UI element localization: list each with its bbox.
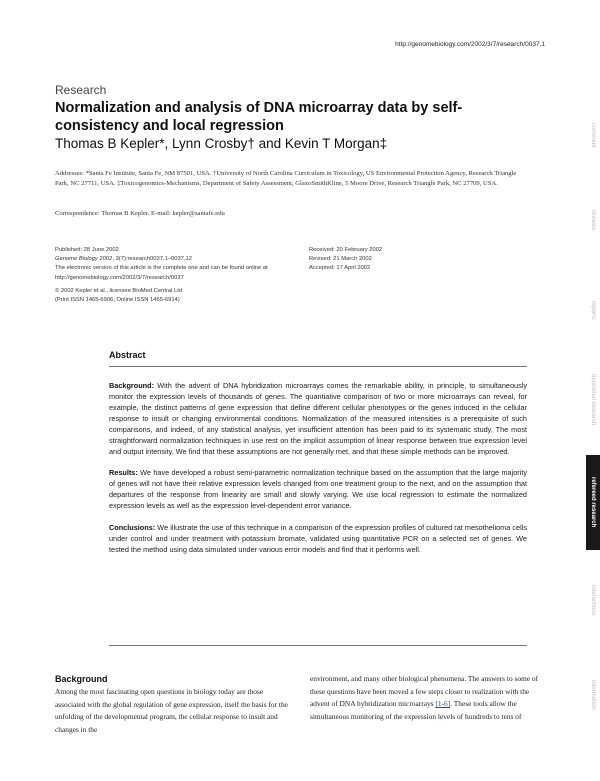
tab-reviews[interactable] bbox=[586, 190, 600, 250]
right-column-text-end: . These tools allow the simultaneous monitoring of the expression levels of hundreds to tens of bbox=[310, 699, 522, 721]
right-column-text-start: environment, and many other biological phenomena. The answers to some of these questions have been moved a few steps closer to realization with the advent of DNA hybridization microarrays bbox=[310, 674, 539, 709]
tab-interactions[interactable] bbox=[586, 565, 600, 635]
article-url[interactable]: http://genomebiology.com/2002/3/7/research/0037.1 bbox=[395, 41, 545, 48]
history-info bbox=[309, 246, 509, 274]
citation bbox=[55, 255, 295, 264]
tab-reports[interactable] bbox=[586, 280, 600, 340]
background-label: Background: bbox=[109, 381, 154, 390]
citation-journal: Genome Biology bbox=[55, 256, 98, 263]
background-heading: Background bbox=[55, 674, 108, 684]
conclusions-text: We illustrate the use of this technique in a comparison of the expression profiles of cultured rat mesothelioma cells under control and under treatment with potassium bromate, validated using quantitative PCR on a selected set of genes. We tested the method using data simulated under various error models and find that it performs well. bbox=[109, 522, 527, 554]
tab-comment[interactable] bbox=[586, 95, 600, 175]
abstract-background bbox=[109, 380, 527, 457]
abstract-results bbox=[109, 467, 527, 511]
citation-link[interactable]: [1-6] bbox=[435, 699, 451, 709]
results-text: We have developed a robust semi-parametric normalization technique based on the assumption that the large majority of genes will not have their relative expression levels changed from one treatment group to the next, and on the assumption that departures of the response from linearity are small and slowly varying. We use local regression to estimate the normalized expression levels as well as the expression level-dependent error variance. bbox=[109, 468, 527, 511]
tab-interactions-label: interactions bbox=[590, 584, 596, 616]
conclusions-label: Conclusions: bbox=[109, 522, 156, 532]
section-label: Research bbox=[55, 83, 107, 97]
article-title: Normalization and analysis of DNA microarray data by self-consistency and local regression bbox=[55, 100, 463, 134]
revised-date: Revised: 21 March 2002 bbox=[309, 256, 372, 263]
received-date: Received: 20 February 2002 bbox=[309, 247, 383, 253]
tab-deposited-research[interactable] bbox=[586, 350, 600, 450]
tab-refereed-research-label: refereed research bbox=[590, 477, 596, 528]
tab-information-label: information bbox=[590, 680, 596, 710]
background-text: With the advent of DNA hybridization microarrays comes the remarkable ability, in principle, to simultaneously monitor the expression levels of thousands of genes. The quantiative comparison of two or more microarrays can reveal, for example, the distinct patterns of gene expression that define different cellular phenotypes or the genes induced in the cellular response to insult or changing environmental conditions. Normalization of the measured intensities is a prerequisite of such comparisons, and indeed, of any statistical analysis, yet insufficient attention has been paid to its systematic study. The most straightforward normalization techniques in use rest on the implicit assumption of linear response between true expression level and output intensity. We find that these assumptions are not generally met, and that these simple methods can be improved. bbox=[109, 381, 527, 457]
abstract-conclusions bbox=[109, 522, 527, 555]
tab-deposited-research-label: deposited research bbox=[590, 374, 596, 426]
copyright: © 2002 Kepler et al., licensee BioMed Central Ltd bbox=[55, 287, 183, 294]
right-column-text bbox=[310, 673, 546, 723]
addresses: Addresses: *Santa Fe Institute, Santa Fe, NM 87501, USA. †University of North Carolina Curriculum in Toxicology, US Environmental Protection Agency, Research Triangle Park, NC 27711, USA. ‡Toxicogenomics-Mechanisms, Department of Safety Assessment, GlaxoSmithKline, 5 Moore Drive, Research Triangle Park, NC 27709, USA. bbox=[55, 170, 517, 187]
accepted-date: Accepted: 17 April 2002 bbox=[309, 265, 371, 272]
issn: (Print ISSN 1465-6906; Online ISSN 1465-6914) bbox=[55, 297, 180, 304]
abstract-divider bbox=[109, 645, 527, 646]
citation-details: 2002, 3(7):research0037.1–0037.12 bbox=[97, 256, 192, 263]
body-left-column bbox=[55, 686, 295, 736]
abstract bbox=[109, 350, 527, 565]
published-date: Published: 28 June 2002 bbox=[55, 247, 119, 253]
authors: Thomas B Kepler*, Lynn Crosby† and Kevin T Morgan‡ bbox=[55, 136, 388, 151]
tab-reports-label: reports bbox=[590, 300, 596, 320]
tab-reviews-label: reviews bbox=[590, 209, 596, 231]
abstract-heading: Abstract bbox=[109, 350, 527, 367]
tab-information[interactable] bbox=[586, 655, 600, 735]
tab-comment-label: comment bbox=[590, 122, 596, 148]
tab-refereed-research[interactable] bbox=[586, 455, 600, 550]
publication-info bbox=[55, 246, 295, 305]
results-label: Results: bbox=[109, 468, 138, 478]
correspondence: Correspondence: Thomas B Kepler. E-mail: kepler@santafe.edu bbox=[55, 210, 225, 217]
body-right-column bbox=[310, 673, 546, 723]
left-column-text: Among the most fascinating open questions in biology today are those associated with the global regulation of gene expression, itself the basis for the unfolding of the developmental program, the cellular response to insult and changes in the bbox=[55, 687, 288, 734]
electronic-version[interactable]: The electronic version of this article is the complete one and can be found online at http://genomebiology.com/2002/3/7/research/0037 bbox=[55, 265, 268, 281]
